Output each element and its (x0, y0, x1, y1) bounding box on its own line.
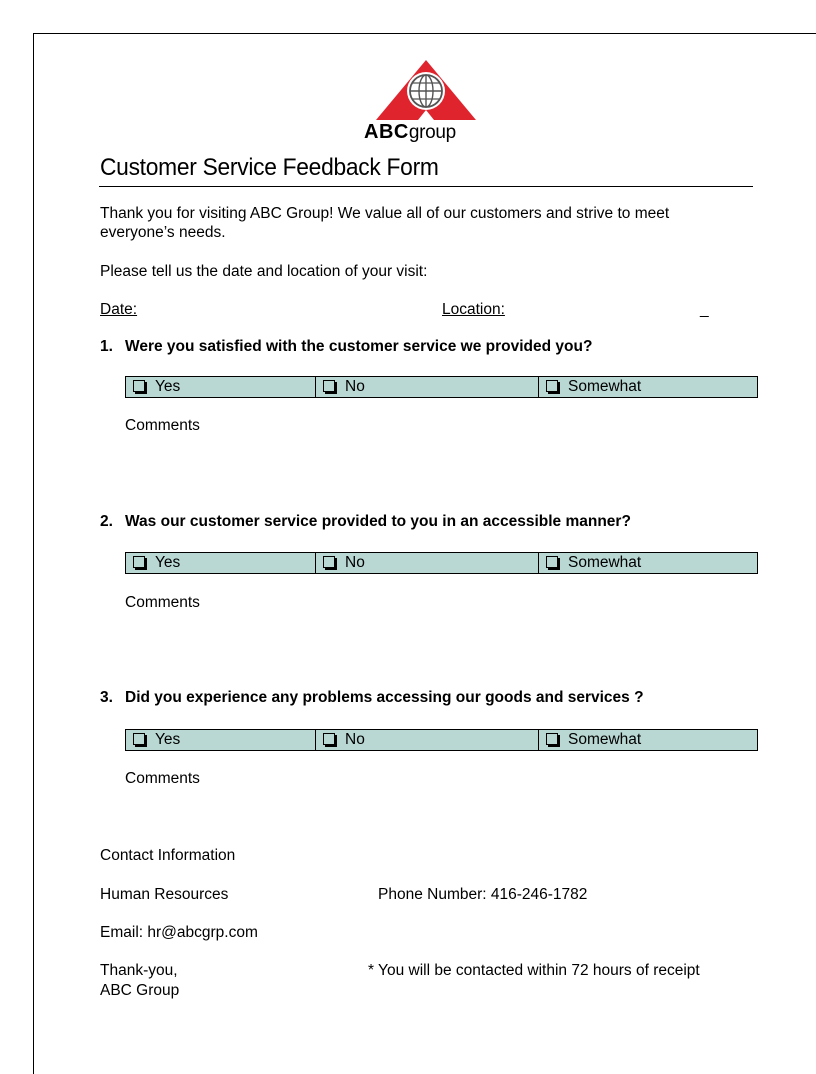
checkbox-icon[interactable] (323, 380, 335, 392)
option-label: Somewhat (568, 731, 642, 748)
option-label: Yes (155, 731, 181, 748)
option-yes[interactable] (126, 553, 315, 573)
checkbox-icon[interactable] (546, 733, 558, 745)
option-somewhat[interactable] (538, 553, 757, 573)
intro-text-line1: Thank you for visiting ABC Group! We value all of our customers and strive to meet (100, 205, 670, 222)
option-label: Yes (155, 378, 181, 395)
option-label: No (345, 378, 365, 395)
comments-label: Comments (125, 417, 200, 434)
question-2 (100, 513, 631, 531)
question-1 (100, 338, 592, 356)
question-text: Was our customer service provided to you in an accessible manner? (125, 513, 631, 530)
option-no[interactable] (315, 377, 538, 397)
intro-text-line2: everyone’s needs. (100, 224, 226, 241)
contact-email: Email: hr@abcgrp.com (100, 924, 258, 941)
checkbox-icon[interactable] (133, 733, 145, 745)
question-1-comments-field[interactable] (125, 440, 758, 490)
visit-prompt: Please tell us the date and location of your visit: (100, 263, 428, 280)
option-label: Yes (155, 554, 181, 571)
checkbox-icon[interactable] (323, 556, 335, 568)
contact-phone: Phone Number: 416-246-1782 (378, 886, 588, 903)
option-label: Somewhat (568, 554, 642, 571)
option-yes[interactable] (126, 377, 315, 397)
option-somewhat[interactable] (538, 730, 757, 750)
comments-label: Comments (125, 594, 200, 611)
question-number: 3. (100, 689, 113, 706)
option-label: No (345, 731, 365, 748)
option-yes[interactable] (126, 730, 315, 750)
title-divider (99, 186, 753, 187)
question-number: 1. (100, 338, 113, 355)
location-field[interactable] (515, 298, 695, 318)
option-label: Somewhat (568, 378, 642, 395)
comments-label: Comments (125, 770, 200, 787)
option-label: No (345, 554, 365, 571)
location-label: Location: (442, 301, 505, 318)
question-number: 2. (100, 513, 113, 530)
checkbox-icon[interactable] (133, 380, 145, 392)
location-trailing-underscore: _ (700, 301, 709, 318)
contact-department: Human Resources (100, 886, 229, 903)
option-somewhat[interactable] (538, 377, 757, 397)
question-2-options (125, 552, 758, 574)
date-field[interactable] (145, 298, 430, 318)
logo-wordmark (364, 121, 456, 144)
contact-heading: Contact Information (100, 847, 236, 864)
question-3-options (125, 729, 758, 751)
logo-brand-bold: ABC (364, 121, 409, 143)
option-no[interactable] (315, 553, 538, 573)
checkbox-icon[interactable] (546, 380, 558, 392)
question-2-comments-field[interactable] (125, 617, 758, 667)
checkbox-icon[interactable] (323, 733, 335, 745)
globe-triangle-icon (362, 58, 490, 122)
checkbox-icon[interactable] (546, 556, 558, 568)
question-3 (100, 689, 644, 707)
option-no[interactable] (315, 730, 538, 750)
response-note: * You will be contacted within 72 hours of receipt (368, 962, 700, 979)
checkbox-icon[interactable] (133, 556, 145, 568)
date-label: Date: (100, 301, 138, 318)
question-1-options (125, 376, 758, 398)
page-title: Customer Service Feedback Form (100, 154, 439, 181)
question-text: Were you satisfied with the customer service we provided you? (125, 338, 593, 355)
signoff-line1: Thank-you, (100, 962, 178, 979)
question-3-comments-field[interactable] (125, 793, 758, 833)
signoff-line2: ABC Group (100, 982, 180, 999)
question-text: Did you experience any problems accessing our goods and services ? (125, 689, 644, 706)
logo-brand-light: group (408, 122, 456, 143)
abc-group-logo (362, 58, 490, 148)
